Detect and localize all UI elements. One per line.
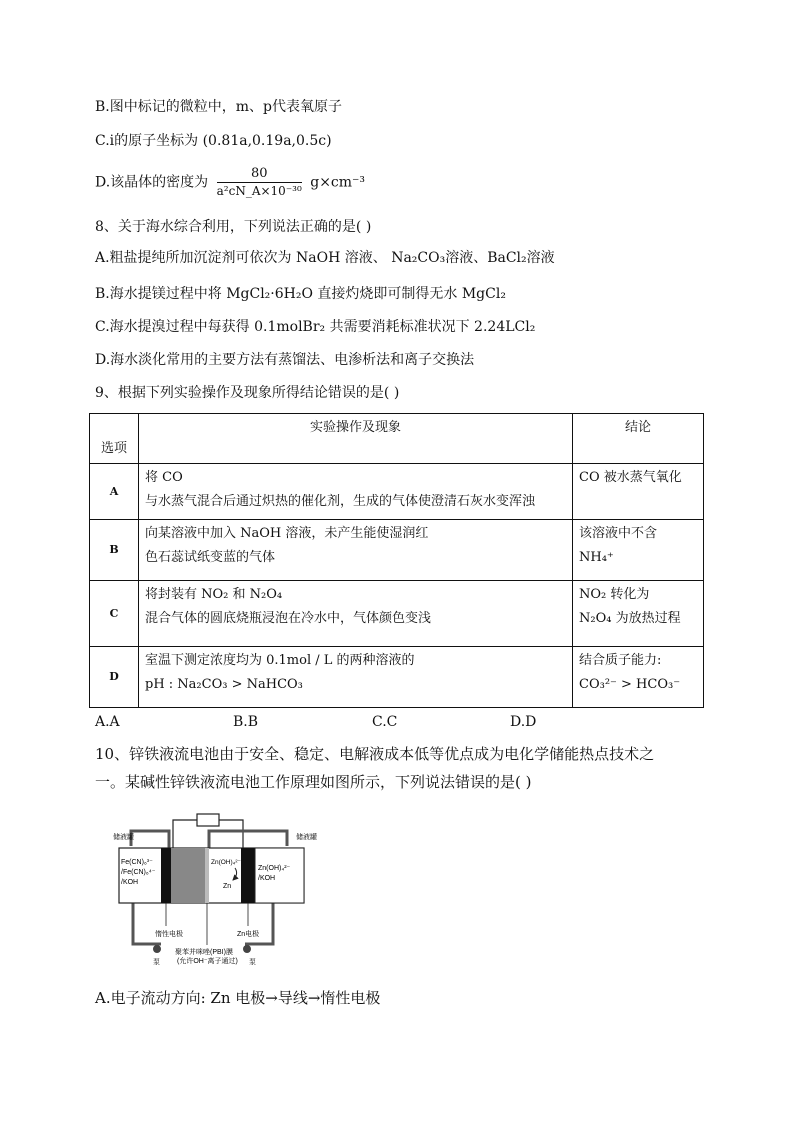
density-denominator: a²cN_A×10⁻³⁰ [216,184,302,198]
density-fraction [217,166,302,199]
density-numerator: 80 [217,166,302,183]
row-conclusion-line: N₂O₄ 为放热过程 [579,611,681,626]
row-operation-line: pH : Na₂CO₃ > NaHCO₃ [145,677,303,692]
table-row [90,647,704,708]
zn-label: Zn [223,883,232,890]
row-conclusion-line: CO₃²⁻ > HCO₃⁻ [579,677,681,692]
answer-choice-d: D.D [510,714,537,730]
q10-option-a: A.电子流动方向: Zn 电极→导线→惰性电极 [95,989,381,1007]
row-operation [139,520,573,581]
q8-stem: 8、关于海水综合利用，下列说法正确的是( ) [95,219,372,235]
pump-right-label: 泵 [249,959,256,966]
q10-stem-line-1: 10、锌铁液流电池由于安全、稳定、电解液成本低等优点成为电化学储能热点技术之 [95,745,655,763]
row-operation-line: 室温下测定浓度均为 0.1mol / L 的两种溶液的 [145,653,415,668]
pump-left-icon [153,945,161,953]
q8-option-d: D.海水淡化常用的主要方法有蒸馏法、电渗析法和离子交换法 [95,352,475,368]
left-solution-1: Fe(CN)₆³⁻ [121,859,153,866]
row-conclusion-line: NO₂ 转化为 [579,587,650,602]
q7-option-c: C.i的原子坐标为 (0.81a,0.19a,0.5c) [95,133,332,149]
left-solution-2: /Fe(CN)₆⁴⁻ [121,869,156,876]
header-conclusion: 结论 [573,414,704,464]
inert-electrode-plate [161,848,171,903]
tank-left-label: 储液罐 [113,834,134,841]
right-solution-2: /KOH [258,875,276,882]
tank-right-label: 储液罐 [296,834,317,841]
row-conclusion-line: 该溶液中不含 [579,526,658,541]
q8-option-b: B.海水提镁过程中将 MgCl₂·6H₂O 直接灼烧即可制得无水 MgCl₂ [95,286,506,302]
row-option: B [90,520,139,581]
row-option: D [90,647,139,708]
q10-stem-line-2: 一。某碱性锌铁液流电池工作原理如图所示，下列说法错误的是( ) [95,773,532,791]
q7-option-d [95,166,365,199]
row-conclusion-line: CO 被水蒸气氧化 [579,470,682,485]
row-conclusion-line: NH₄⁺ [579,550,614,565]
load-resistor [197,814,219,826]
wire-left [173,820,197,848]
membrane-label-1: 聚苯并咪唑(PBI)膜 [175,949,233,956]
q8-option-a: A.粗盐提纯所加沉淀剂可依次为 NaOH 溶液、 Na₂CO₃溶液、BaCl₂溶液 [95,250,555,266]
loop-top-left [131,831,169,848]
zn-ion-label: Zn(OH)₄²⁻ [211,859,241,866]
row-conclusion-line: 结合质子能力: [579,653,662,668]
row-operation [139,581,573,647]
left-solution-3: /KOH [121,879,139,886]
row-operation [139,464,573,520]
row-operation-line: 向某溶液中加入 NaOH 溶液，未产生能使湿润红 [145,526,429,541]
q9-answer-options [95,714,565,734]
row-operation-line: 混合气体的圆底烧瓶浸泡在冷水中，气体颜色变浅 [145,611,432,626]
header-operation: 实验操作及现象 [139,414,573,464]
row-conclusion [573,581,704,647]
membrane-label-2: (允许OH⁻离子通过) [177,958,238,965]
q8-option-c: C.海水提溴过程中每获得 0.1molBr₂ 共需要消耗标准状况下 2.24LCl₂ [95,319,536,335]
density-unit: g×cm⁻³ [310,174,366,191]
table-row [90,581,704,647]
answer-choice-a: A.A [95,714,120,730]
right-solution-1: Zn(OH)₄²⁻ [258,865,291,872]
table-header-row [90,414,704,464]
loop-top-right [209,831,287,848]
row-operation-line: 色石蕊试纸变蓝的气体 [145,550,276,565]
battery-diagram [113,808,337,973]
q9-stem: 9、根据下列实验操作及现象所得结论错误的是( ) [95,385,400,401]
header-option: 选项 [90,414,139,464]
row-option: C [90,581,139,647]
pbi-membrane [205,848,209,903]
row-operation-line: 与水蒸气混合后通过炽热的催化剂，生成的气体使澄清石灰水变浑浊 [145,494,536,509]
table-row [90,464,704,520]
left-compartment-shade [171,848,205,903]
answer-choice-b: B.B [233,714,259,730]
row-operation [139,647,573,708]
zn-electrode-plate [241,848,255,903]
pump-right-icon [243,945,251,953]
q7-option-b: B.图中标记的微粒中，m、p代表氧原子 [95,99,342,115]
zn-electrode-label: Zn电极 [237,931,260,938]
row-operation-line: 将 CO [145,470,183,485]
row-conclusion [573,464,704,520]
q9-table [89,413,704,708]
table-row [90,520,704,581]
row-conclusion [573,520,704,581]
wire-right [219,820,243,848]
row-operation-line: 将封装有 NO₂ 和 N₂O₄ [145,587,283,602]
q7-option-d-prefix: D.该晶体的密度为 [95,174,209,191]
row-conclusion [573,647,704,708]
pump-left-label: 泵 [153,959,160,966]
inert-electrode-label: 惰性电极 [155,931,183,938]
row-option: A [90,464,139,520]
answer-choice-c: C.C [372,714,398,730]
